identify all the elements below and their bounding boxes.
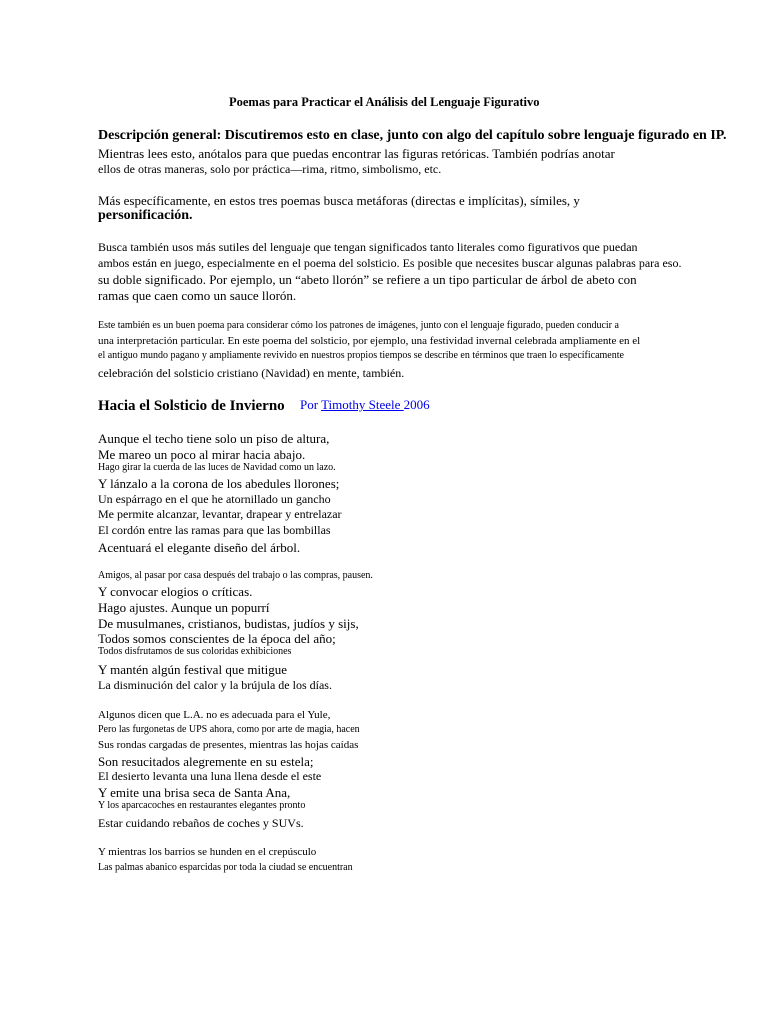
poem-line: Estar cuidando rebaños de coches y SUVs. [98,816,304,830]
imagery-note-line: celebración del solsticio cristiano (Navidad) en mente, también. [98,366,405,380]
intro-line: ellos de otras maneras, solo por práctica—rima, ritmo, simbolismo, etc. [98,162,442,176]
poem-line: Todos disfrutamos de sus coloridas exhibiciones [98,646,292,657]
poem-line: Me permite alcanzar, levantar, drapear y entrelazar [98,507,342,521]
poem-line: Las palmas abanico esparcidas por toda la ciudad se encuentran [98,862,353,873]
poem-line: El cordón entre las ramas para que las bombillas [98,523,331,537]
byline-prefix: Por [300,397,322,412]
document-title: Poemas para Practicar el Análisis del Lenguaje Figurativo [229,95,540,109]
specific-instructions-line: Más específicamente, en estos tres poemas busca metáforas (directas e implícitas), símiles, y [98,193,580,208]
poem-line: La disminución del calor y la brújula de los días. [98,678,332,692]
subtle-usage-line: su doble significado. Por ejemplo, un “abeto llorón” se refiere a un tipo particular de árbol de abeto con [98,272,637,287]
description-heading: Descripción general: Discutiremos esto en clase, junto con algo del capítulo sobre lenguaje figurado en IP. [98,128,727,143]
poem-line: De musulmanes, cristianos, budistas, judíos y sijs, [98,616,359,631]
poem-line: Hago ajustes. Aunque un popurrí [98,600,270,615]
poem-line: Aunque el techo tiene solo un piso de altura, [98,431,330,446]
poem-line: Y emite una brisa seca de Santa Ana, [98,785,291,800]
poem-line: Algunos dicen que L.A. no es adecuada para el Yule, [98,709,331,721]
subtle-usage-line: ambos están en juego, especialmente en el poema del solsticio. Es posible que necesites buscar algunas palabras para eso. [98,256,682,270]
poem-line: Me mareo un poco al mirar hacia abajo. [98,447,306,462]
poem-year: 2006 [403,397,430,412]
poem-line: Sus rondas cargadas de presentes, mientras las hojas caídas [98,739,359,751]
poem-line: Y convocar elogios o críticas. [98,584,253,599]
poem-line: Y lánzalo a la corona de los abedules llorones; [98,476,340,491]
poem-line: El desierto levanta una luna llena desde el este [98,769,322,783]
poem-line: Un espárrago en el que he atornillado un gancho [98,492,331,506]
imagery-note-line: una interpretación particular. En este poema del solsticio, por ejemplo, una festividad invernal celebrada ampliamente en el [98,335,641,347]
poem-line: Y mientras los barrios se hunden en el crepúsculo [98,846,317,858]
poem-line: Son resucitados alegremente en su estela; [98,754,314,769]
poem-line: Todos somos conscientes de la época del año; [98,631,336,646]
poem-line: Pero las furgonetas de UPS ahora, como por arte de magia, hacen [98,724,360,735]
subtle-usage-line: Busca también usos más sutiles del lenguaje que tengan significados tanto literales como figurativos que puedan [98,240,638,254]
specific-instructions-bold: personificación. [98,208,193,223]
poem-title: Hacia el Solsticio de Invierno [98,398,285,414]
poem-line: Y los aparcacoches en restaurantes elegantes pronto [98,800,306,811]
imagery-note-line: Este también es un buen poema para considerar cómo los patrones de imágenes, junto con el lenguaje figurado, pueden conducir a [98,320,619,331]
poem-line: Y mantén algún festival que mitigue [98,662,288,677]
poem-line: Acentuará el elegante diseño del árbol. [98,540,301,555]
author-link[interactable]: Timothy Steele [321,397,404,412]
poem-line: Hago girar la cuerda de las luces de Navidad como un lazo. [98,462,336,473]
poem-byline [300,398,430,411]
subtle-usage-line: ramas que caen como un sauce llorón. [98,288,297,303]
intro-line: Mientras lees esto, anótalos para que puedas encontrar las figuras retóricas. También podrías anotar [98,146,615,161]
imagery-note-line: el antiguo mundo pagano y ampliamente revivido en nuestros propios tiempos se describe en términos que traen lo específicamente [98,350,624,361]
poem-line: Amigos, al pasar por casa después del trabajo o las compras, pausen. [98,570,373,581]
